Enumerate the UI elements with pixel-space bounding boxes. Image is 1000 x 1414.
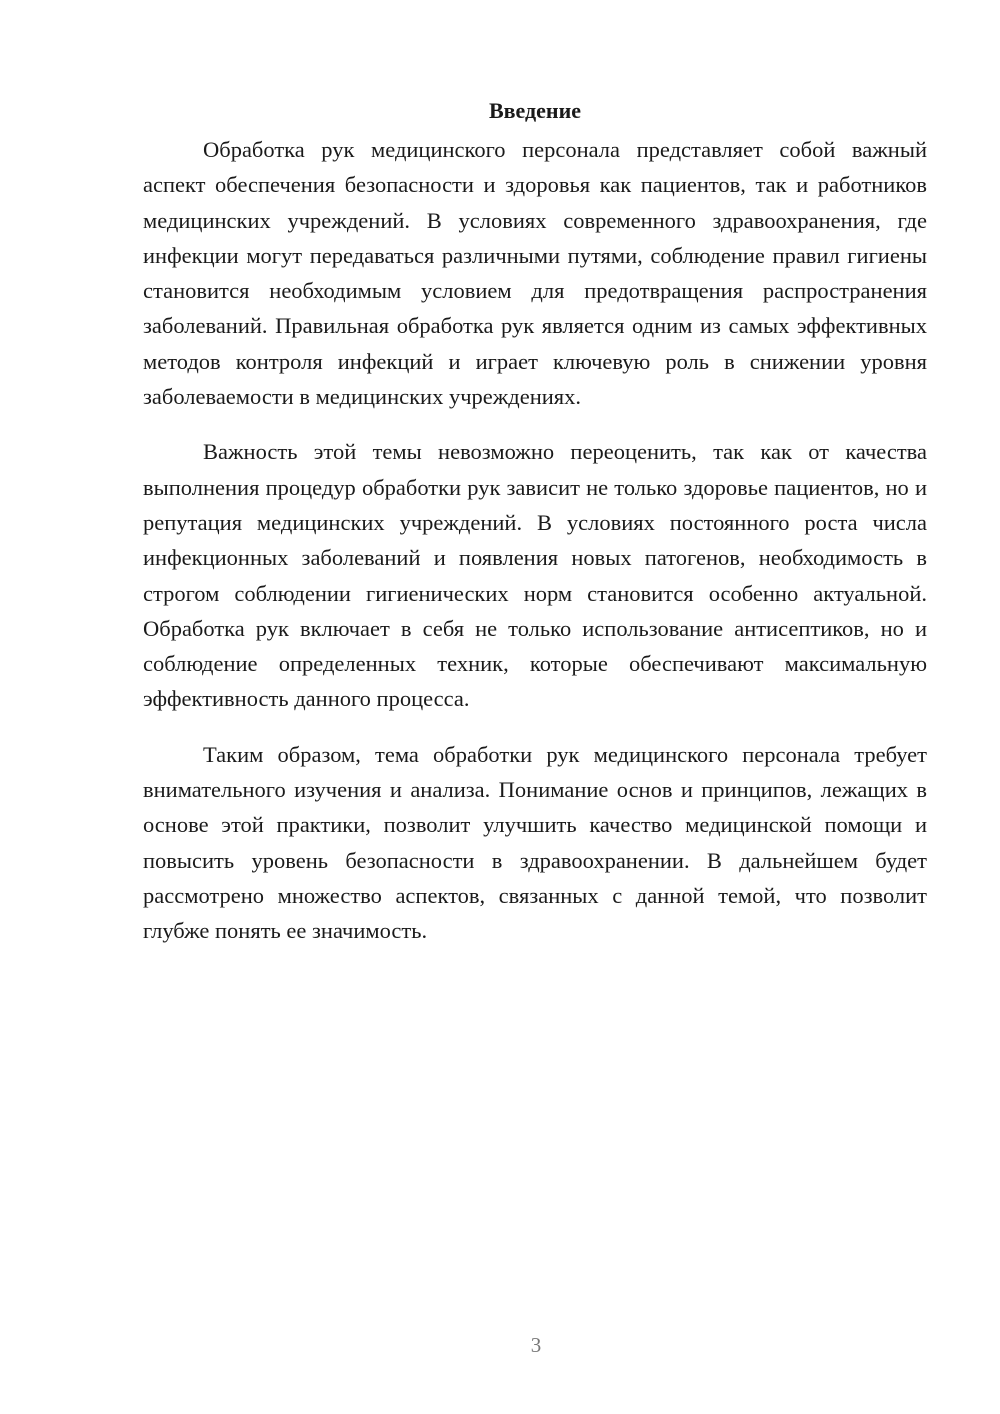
page-number: 3 <box>530 1333 542 1357</box>
paragraph-1: Обработка рук медицинского персонала представляет собой важный аспект обеспечения безопасности и здоровья как пациентов, так и работников медицинских учреждений. В условиях современного здравоохранения, где инфекции могут передаваться различными путями, соблюдение правил гигиены становится необходимым условием для предотвращения распространения заболеваний. Правильная обработка рук является одним из самых эффективных методов контроля инфекций и играет ключевую роль в снижении уровня заболеваемости в медицинских учреждениях. <box>143 137 927 410</box>
page-content <box>143 92 927 969</box>
paragraph-3: Таким образом, тема обработки рук медицинского персонала требует внимательного изучения и анализа. Понимание основ и принципов, лежащих в основе этой практики, позволит улучшить качество медицинской помощи и повысить уровень безопасности в здравоохранении. В дальнейшем будет рассмотрено множество аспектов, связанных с данной темой, что позволит глубже понять ее значимость. <box>143 741 927 944</box>
paragraph-2: Важность этой темы невозможно переоценить, так как от качества выполнения процедур обработки рук зависит не только здоровье пациентов, но и репутация медицинских учреждений. В условиях постоянного роста числа инфекционных заболеваний и появления новых патогенов, необходимость в строгом соблюдении гигиенических норм становится особенно актуальной. Обработка рук включает в себя не только использование антисептиков, но и соблюдение определенных техник, которые обеспечивают максимальную эффективность данного процесса. <box>143 439 927 712</box>
section-heading: Введение <box>488 98 582 123</box>
